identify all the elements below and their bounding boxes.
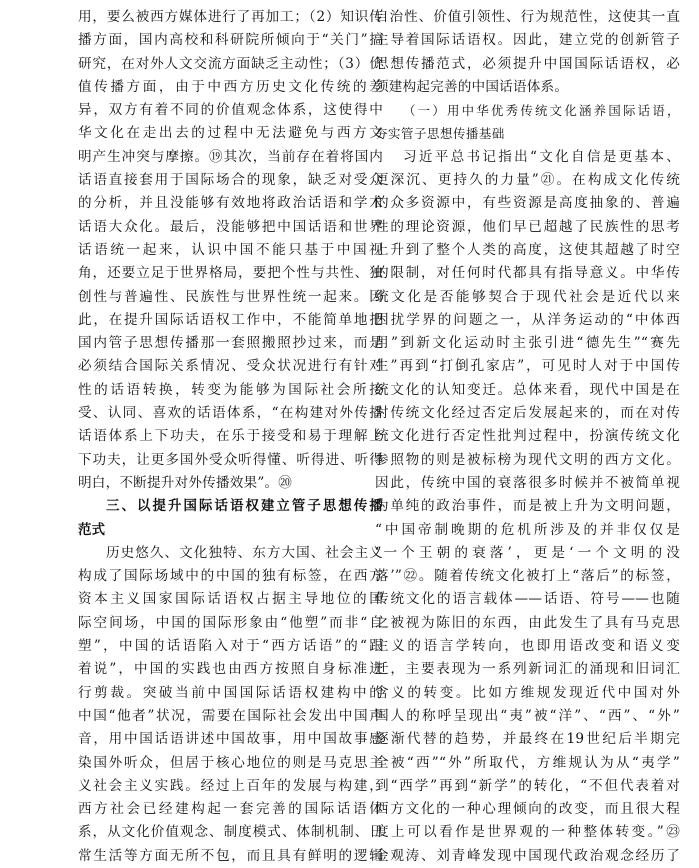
text-line: 研究，在对外人文交流方面缺乏主动性；（3）价 xyxy=(78,55,383,72)
heading-line: 三、以提升国际话语权建立管子思想传播 xyxy=(106,499,383,515)
text-line: 异，双方有着不同的价值观念体系，这使得中 xyxy=(78,102,383,119)
text-line: 逐渐代替的趋势，并最终在19世纪后半期完 xyxy=(375,731,680,748)
text-line: 常生活等方面无所不包，而且具有鲜明的逻辑 xyxy=(78,847,383,864)
text-line: 话语统一起来，认识中国不能只基于中国视 xyxy=(78,241,383,258)
text-line: 话语体系上下功夫，在乐于接受和易于理解上 xyxy=(78,428,383,445)
text-line: 更深沉、更持久的力量”㉑。在构成文化传统 xyxy=(375,172,680,189)
text-line: 构成了国际场域中的中国的独有标签，在西方 xyxy=(78,568,383,585)
text-line: 到“西学”再到“新学”的转化，“不但代表着对 xyxy=(375,777,680,794)
text-line: 性的话语转换，转变为能够为国际社会所接 xyxy=(78,381,383,398)
text-line: 义社会主义实践。经过上百年的发展与构建， xyxy=(78,777,383,794)
text-line: 统文化是否能够契合于现代社会是近代以来 xyxy=(375,288,680,305)
text-line: 话语直接套用于国际场合的现象，缺乏对受众 xyxy=(78,172,383,189)
left-paragraph-1 xyxy=(78,6,383,495)
text-line: 上升到了整个人类的高度，这使其超越了时空 xyxy=(375,241,680,258)
section-heading xyxy=(78,495,383,542)
text-line: 度上可以看作是世界观的一种整体转变。”㉓ xyxy=(375,824,680,841)
text-line: 困扰学界的问题之一，从洋务运动的“中体西 xyxy=(375,311,680,328)
text-line: 金观涛、刘青峰发现中国现代政治观念经历了 xyxy=(375,847,680,864)
subheading-line: 夯实管子思想传播基础 xyxy=(375,126,505,142)
text-line: 生”再到“打倒孔家店”，可见时人对于中国传 xyxy=(375,358,680,375)
right-paragraph-1 xyxy=(375,6,680,99)
text-line: 播方面，国内高校和科研院所倾向于“关门”搞 xyxy=(78,32,383,49)
text-line: 华文化在走出去的过程中无法避免与西方文 xyxy=(78,125,383,142)
text-line: 含义的转变。比如方维规发现近代中国对外 xyxy=(375,684,680,701)
text-line: 习近平总书记指出“文化自信是更基本、 xyxy=(403,148,680,165)
text-line: 的众多资源中，有些资源是高度抽象的、普遍 xyxy=(375,195,680,212)
text-line: “中国帝制晚期的危机所涉及的并非仅仅是 xyxy=(375,521,680,538)
text-line: 中国“他者”状况，需要在国际社会发出中国声 xyxy=(78,707,383,724)
text-line: 国内管子思想传播那一套照搬照抄过来，而是 xyxy=(78,335,383,352)
subheading-line: （一）用中华优秀传统文化涵养国际话语， xyxy=(403,103,680,119)
text-line: 国人的称呼呈现出“夷”被“洋”、“西”、“外” xyxy=(375,707,680,724)
text-line: 资本主义国家国际话语权占据主导地位的国 xyxy=(78,591,383,608)
text-line: 受、认同、喜欢的话语体系，“在构建对外传播 xyxy=(78,405,383,422)
text-line: 下功夫，让更多国外受众听得懂、听得进、听得 xyxy=(78,451,383,468)
text-line: 之被视为陈旧的东西，由此发生了具有马克思 xyxy=(375,614,680,631)
text-line: 统文化的认知变迁。总体来看，现代中国是在 xyxy=(375,381,680,398)
text-line: 自治性、价值引领性、行为规范性，这使其一直 xyxy=(375,9,680,25)
text-line: 历史悠久、文化独特、东方大国、社会主义 xyxy=(106,544,383,561)
text-line: 值传播方面，由于中西方历史文化传统的差 xyxy=(78,78,383,95)
subsection-heading xyxy=(375,99,680,146)
text-line: 系，从文化价值观念、制度模式、体制机制、日 xyxy=(78,824,383,841)
heading-line: 范式 xyxy=(78,522,106,538)
text-line: 此，在提升国际话语权工作中，不能简单地把 xyxy=(78,311,383,328)
text-line: 思想传播范式，必须提升中国国际话语权，必 xyxy=(375,55,680,72)
right-column xyxy=(375,6,680,868)
text-line: 主导着国际话语权。因此，建立党的创新管子 xyxy=(375,32,680,49)
text-line: 西方社会已经建构起一套完善的国际话语体 xyxy=(78,801,383,818)
text-line: 染国外听众，但居于核心地位的则是马克思主 xyxy=(78,754,383,771)
right-paragraph-2 xyxy=(375,146,680,868)
text-line: 的限制，对任何时代都具有指导意义。中华传 xyxy=(375,265,680,282)
text-line: 对传统文化经过否定后发展起来的，而在对传 xyxy=(375,405,680,422)
text-line: 创性与普遍性、民族性与世界性统一起来。因 xyxy=(78,288,383,305)
text-line: 塑”，中国的话语陷入对于“西方话语”的“跟 xyxy=(78,638,383,655)
text-line: ‘一个王朝的衰落’，更是‘一个文明的没 xyxy=(375,544,680,561)
text-line: 传统文化的语言载体——话语、符号——也随 xyxy=(375,591,680,608)
text-line: 为单纯的政治事件，而是被上升为文明问题， xyxy=(375,498,680,515)
left-paragraph-2 xyxy=(78,542,383,868)
text-line: 迁，主要表现为一系列新词汇的涌现和旧词汇 xyxy=(375,661,680,678)
text-line: 统文化进行否定性批判过程中，扮演传统文化 xyxy=(375,428,680,445)
text-line: 明产生冲突与摩擦。⑲其次，当前存在着将国内 xyxy=(78,148,383,165)
text-line: 话语大众化。最后，没能够把中国话语和世界 xyxy=(78,218,383,235)
text-line: 参照物的则是被标榜为现代文明的西方文化。 xyxy=(375,451,680,468)
text-line: 全被“西”“外”所取代，方维规认为从“夷学” xyxy=(375,754,680,771)
text-line: 角，还要立足于世界格局，要把个性与共性、独 xyxy=(78,265,383,282)
text-line: 西方文化的一种心理倾向的改变，而且很大程 xyxy=(375,801,680,818)
text-line: 性的理论资源，他们早已超越了民族性的思考 xyxy=(375,218,680,235)
text-line: 用，要么被西方媒体进行了再加工；（2）知识传 xyxy=(78,9,383,25)
text-line: 主义的语言学转向，也即用语改变和语义变 xyxy=(375,638,680,655)
text-line: 必须结合国际关系情况、受众状况进行有针对 xyxy=(78,358,383,375)
text-line: 音，用中国话语讲述中国故事，用中国故事感 xyxy=(78,731,383,748)
text-line: 的分析，并且没能够有效地将政治话语和学术 xyxy=(78,195,383,212)
text-line: 行剪裁。突破当前中国国际话语权建构中的 xyxy=(78,684,383,701)
text-line: 用”到新文化运动时主张引进“德先生”“赛先 xyxy=(375,335,680,352)
text-line: 明白，不断提升对外传播效果”。⑳ xyxy=(78,474,293,491)
text-line: 际空间场，中国的国际形象由“他塑”而非“自 xyxy=(78,614,383,631)
text-line: 因此，传统中国的衰落很多时候并不被简单视 xyxy=(375,474,680,491)
left-column xyxy=(78,6,383,868)
text-line: 须建构起完善的中国话语体系。 xyxy=(375,78,569,95)
text-line: 落’”㉒。随着传统文化被打上“落后”的标签， xyxy=(375,568,680,585)
text-line: 着说”，中国的实践也由西方按照自身标准进 xyxy=(78,661,383,678)
